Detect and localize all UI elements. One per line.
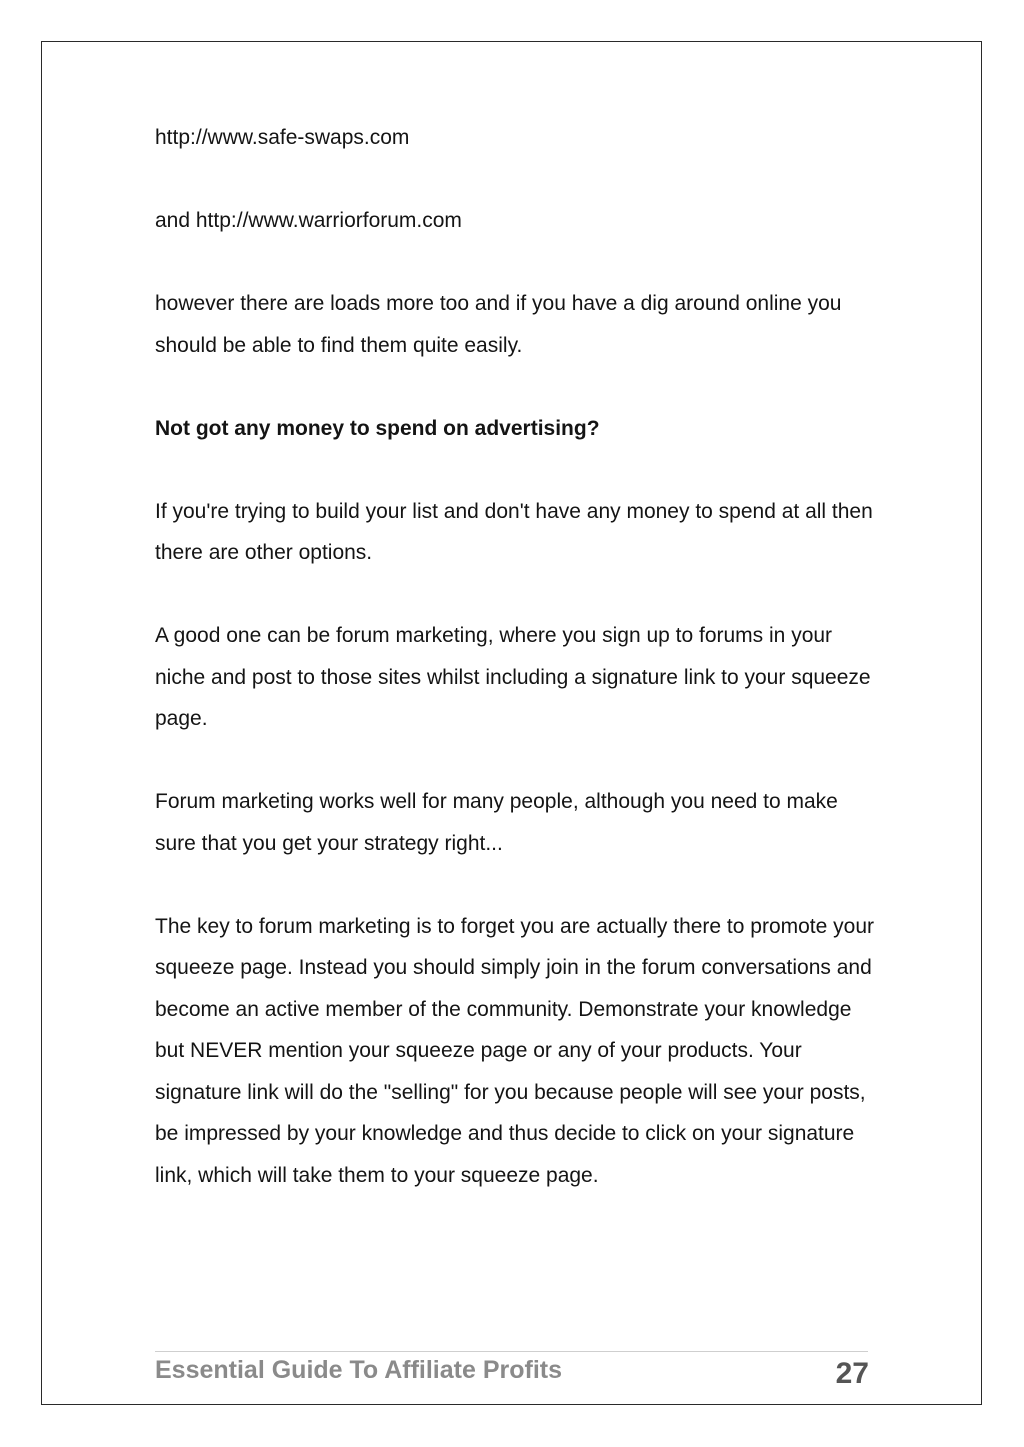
page-number: 27 <box>835 1357 869 1390</box>
footer-title: Essential Guide To Affiliate Profits <box>155 1356 563 1384</box>
url-line-safe-swaps: http://www.safe-swaps.com <box>155 126 410 149</box>
paragraph-strategy: Forum marketing works well for many people, although you need to make sure that you get your strategy right... <box>155 790 838 855</box>
section-heading: Not got any money to spend on advertising? <box>155 416 600 440</box>
paragraph-dig-around: however there are loads more too and if you have a dig around online you should be able to find them quite easily. <box>155 292 842 357</box>
paragraph-no-money: If you're trying to build your list and don't have any money to spend at all then there are other options. <box>155 499 873 564</box>
url-line-warriorforum: and http://www.warriorforum.com <box>155 209 462 232</box>
paragraph-key-to-forum: The key to forum marketing is to forget you are actually there to promote your squeeze page. Instead you should simply join in the forum conversations and become an active member of the community. Demonstrate your knowledge but NEVER mention your squeeze page or any of your products. Your signature link will do the "selling" for you because people will see your posts, be impressed by your knowledge and thus decide to click on your signature link, which will take them to your squeeze page. <box>155 914 875 1187</box>
paragraph-forum-marketing: A good one can be forum marketing, where you sign up to forums in your niche and post to those sites whilst including a signature link to your squeeze page. <box>155 624 871 730</box>
page-body <box>155 117 875 1238</box>
footer-divider <box>155 1351 868 1352</box>
